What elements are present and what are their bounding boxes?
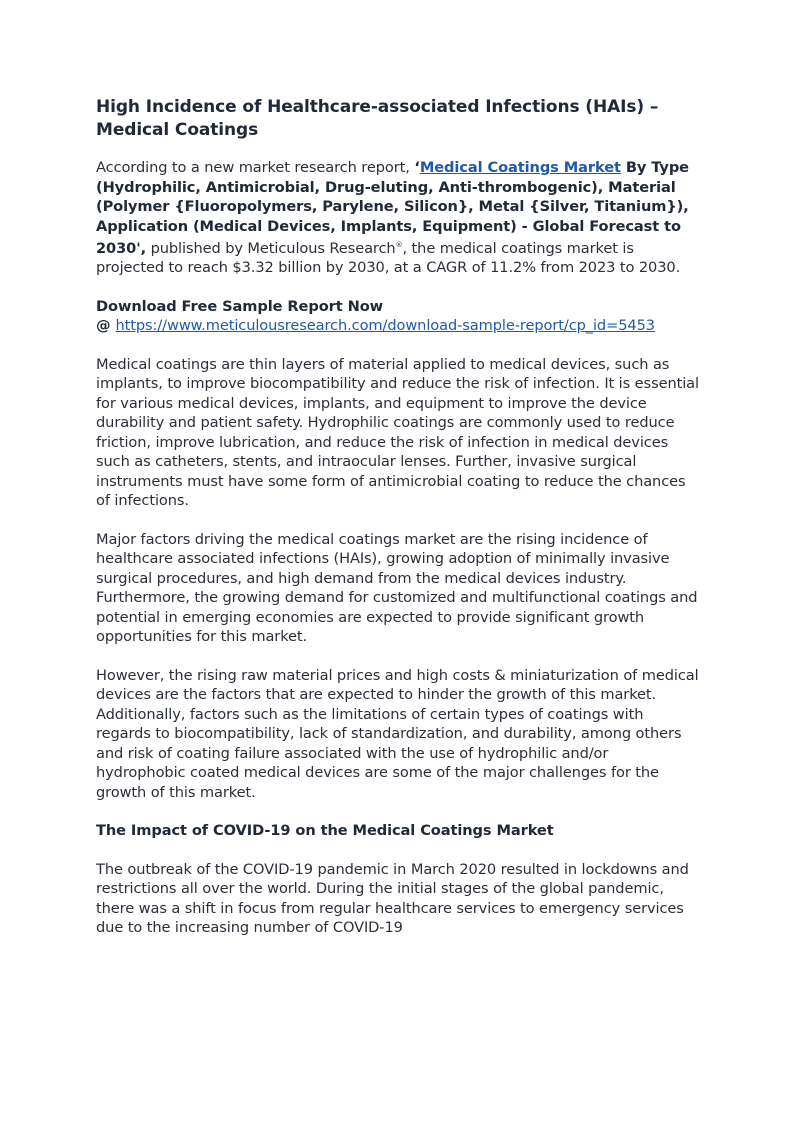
- page-title: High Incidence of Healthcare-associated Infections (HAIs) – Medical Coatings: [96, 97, 659, 140]
- intro-tail: , the medical coatings market is projected to reach $3.32 billion by 2030, at a CAGR of 11.2% from 2023 to 2030.: [96, 239, 681, 277]
- report-quote-open: ‘: [414, 159, 420, 176]
- report-link[interactable]: Medical Coatings Market: [419, 159, 621, 176]
- covid-heading: The Impact of COVID-19 on the Medical Coatings Market: [96, 822, 554, 840]
- published-by: published by Meticulous Research: [146, 239, 396, 257]
- download-link[interactable]: https://www.meticulousresearch.com/download-sample-report/cp_id=5453: [115, 317, 655, 335]
- intro-lead: According to a new market research report,: [96, 159, 415, 176]
- report-title: By Type (Hydrophilic, Antimicrobial, Drug-eluting, Anti-thrombogenic), Material (Polymer {Fluoropolymers, Parylene, Silicon}, Metal {Silver, Titanium}), Application (Medical Devices, Implants, Equipment) - Global Forecast to 2030',: [96, 159, 689, 257]
- download-block: [96, 297, 700, 336]
- paragraph-drivers: Major factors driving the medical coatings market are the rising incidence of healthcare associated infections (HAIs), growing adoption of minimally invasive surgical procedures, and high demand from the medical devices industry. Furthermore, the growing demand for customized and multifunctional coatings and potential in emerging economies are expected to provide significant growth opportunities for this market.: [96, 530, 698, 646]
- registered-mark: ®: [395, 241, 403, 249]
- paragraph-challenges: However, the rising raw material prices and high costs & miniaturization of medical devices are the factors that are expected to hinder the growth of this market. Additionally, factors such as the limitations of certain types of coatings with regards to biocompatibility, lack of standardization, and durability, among others and risk of coating failure associated with the use of hydrophilic and/or hydrophobic coated medical devices are some of the major challenges for the growth of this market.: [96, 666, 699, 801]
- download-label: Download Free Sample Report Now: [96, 297, 384, 315]
- covid-paragraph: The outbreak of the COVID-19 pandemic in March 2020 resulted in lockdowns and restrictions all over the world. During the initial stages of the global pandemic, there was a shift in focus from regular healthcare services to emergency services due to the increasing number of COVID-19: [96, 860, 689, 937]
- intro-paragraph: [96, 158, 700, 278]
- download-at: @: [96, 317, 116, 335]
- paragraph-definition: Medical coatings are thin layers of material applied to medical devices, such as implants, to improve biocompatibility and reduce the risk of infection. It is essential for various medical devices, implants, and equipment to improve the device durability and patient safety. Hydrophilic coatings are commonly used to reduce friction, improve lubrication, and reduce the risk of infection in medical devices such as catheters, stents, and intraocular lenses. Further, invasive surgical instruments must have some form of antimicrobial coating to reduce the chances of infections.: [96, 355, 699, 510]
- document-page: [96, 96, 700, 938]
